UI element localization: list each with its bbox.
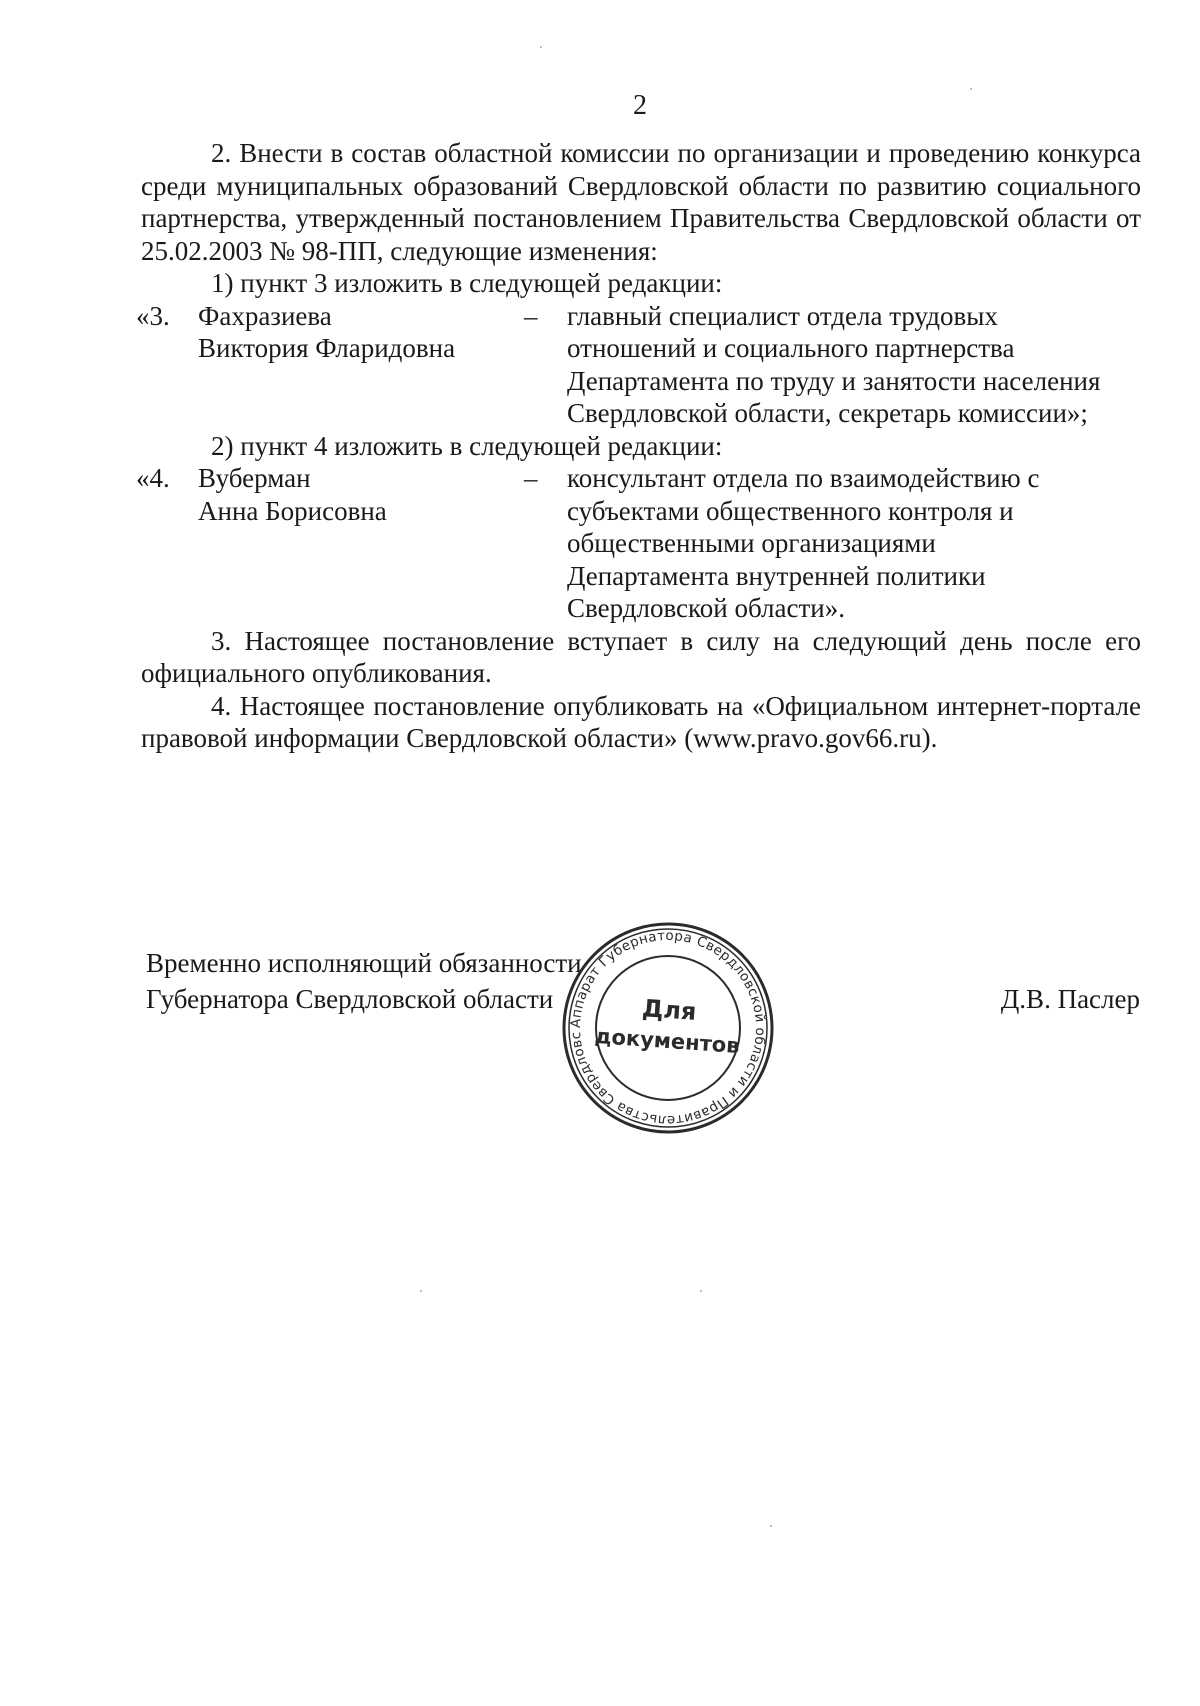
scan-speck [540,46,542,48]
signature-title-line: Временно исполняющий обязанности [146,948,582,978]
position-line: отношений и социального партнерства [567,333,1015,363]
person-position [567,462,1142,625]
position-line: консультант отдела по взаимодействию с [567,463,1040,493]
subpoint-1: 1) пункт 3 изложить в следующей редакции: [211,268,723,298]
list-item-number: «3. [136,300,170,331]
person-surname: Вуберман [198,463,311,493]
paragraph-3: 3. Настоящее постановление вступает в силу на следующий день после его официального опубликования. [141,625,1141,688]
position-line: субъектами общественного контроля и [567,495,1014,526]
seal-graphic [558,918,778,1138]
person-position [567,300,1142,430]
list-item-3 [136,300,1141,430]
list-dash: – [524,300,538,331]
position-line: главный специалист отдела трудовых [567,300,998,331]
signer-name: Д.В. Паслер [1000,984,1140,1014]
scan-speck [420,1290,422,1292]
seal-center-line: документов [593,1023,741,1059]
seal-ring-text: Аппарат Губернатора Свердловской области и Правительства Свердловс [567,927,769,1129]
seal-center-line: Для [641,994,698,1026]
list-dash: – [524,463,538,493]
signature-title [146,945,582,1017]
document-body [136,137,1141,755]
position-line: Департамента по труду и занятости населения [567,365,1101,396]
person-given-names: Анна Борисовна [198,495,387,526]
scan-speck [770,1525,772,1527]
paragraph-2: 2. Внести в состав областной комиссии по организации и проведению конкурса среди муниципальных образований Свердловской области по развитию социального партнерства, утвержденный постановлением Правительства Свердловской области от 25.02.2003 № 98-ПП, следующие изменения: [141,138,1141,266]
subpoint-2: 2) пункт 4 изложить в следующей редакции: [211,430,723,461]
position-line: общественными организациями [567,528,936,558]
list-item-4 [136,462,1141,625]
position-line: Свердловской области». [567,593,845,623]
scan-speck [970,88,972,90]
signature-title-line: Губернатора Свердловской области [146,984,554,1014]
official-seal [558,918,778,1138]
scan-speck [700,1290,702,1292]
person-name [198,462,528,527]
person-name [198,300,528,365]
position-line: Департамента внутренней политики [567,560,986,591]
list-item-number: «4. [136,463,170,493]
person-surname: Фахразиева [198,300,332,331]
person-given-names: Виктория Фларидовна [198,333,456,363]
position-line: Свердловской области, секретарь комиссии»; [567,398,1088,428]
page-number: 2 [633,90,647,121]
paragraph-4: 4. Настоящее постановление опубликовать на «Официальном интернет-портале правовой информации Свердловской области» (www.pravo.gov66.ru). [141,690,1141,753]
